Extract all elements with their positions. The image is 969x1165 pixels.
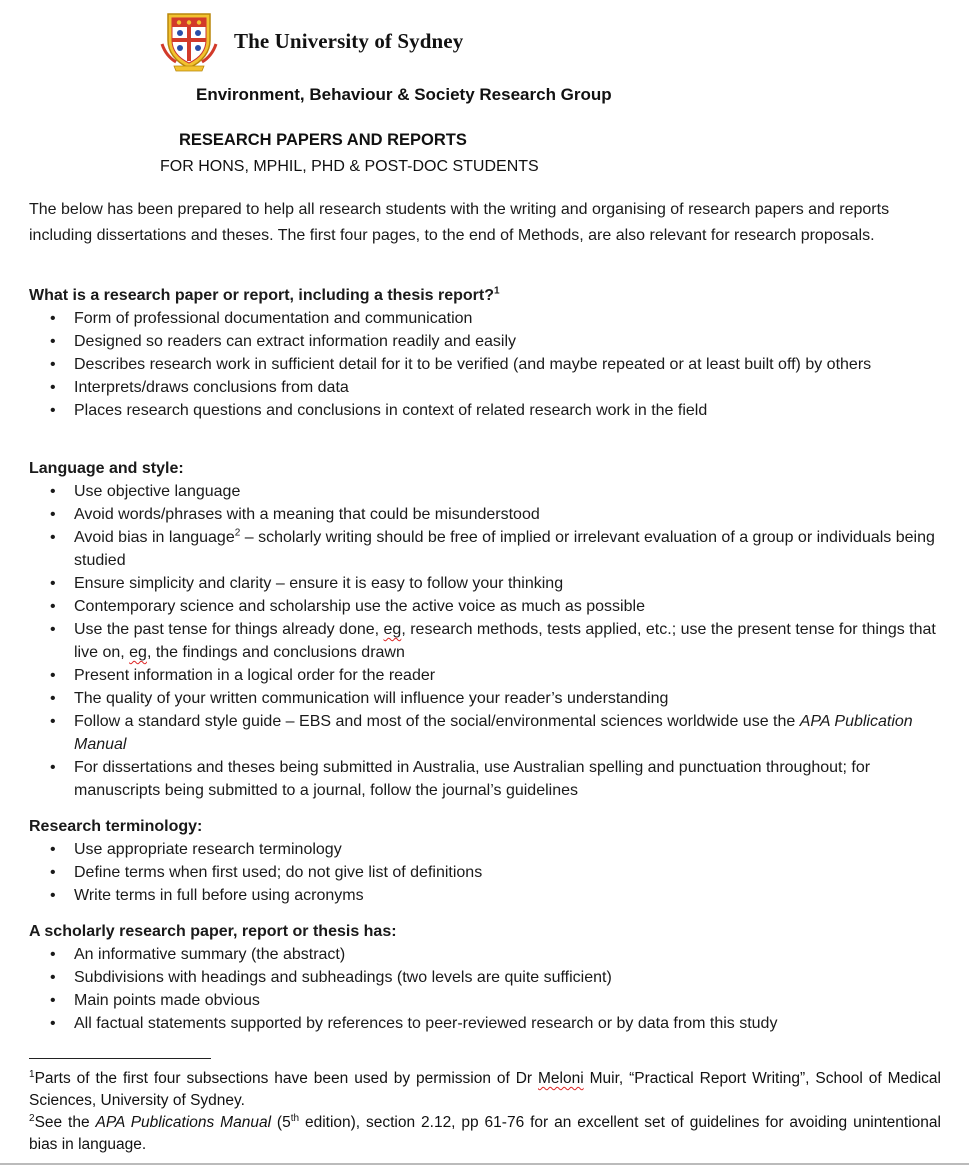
- bullet-list: [29, 307, 941, 422]
- research-group-name: Environment, Behaviour & Society Research Group: [196, 85, 612, 104]
- document-subtitle: FOR HONS, MPHIL, PHD & POST-DOC STUDENTS: [160, 158, 539, 175]
- footnote-ref: 2: [234, 527, 241, 539]
- footnotes: [29, 1068, 941, 1156]
- list-item: • Avoid bias in language$^2$ – scholarly writing should be free of implied or irrelevant evaluation of a group or individuals being studied: [50, 527, 935, 569]
- bullet-icon: •: [50, 759, 56, 776]
- bullet-list: [29, 838, 941, 907]
- list-item: • Places research questions and conclusions in context of related research work in the field: [29, 399, 941, 422]
- list-item: • Use the past tense for things already done, eg, research methods, tests applied, etc.; use the present tense for things that live on, eg, the findings and conclusions drawn: [29, 618, 941, 664]
- bullet-list: [29, 480, 941, 802]
- bullet-icon: •: [50, 713, 56, 730]
- section-heading: Research terminology:: [29, 818, 203, 835]
- bullet-icon: •: [50, 598, 56, 615]
- bullet-icon: •: [50, 969, 56, 986]
- list-item: • Write terms in full before using acronyms: [29, 884, 941, 907]
- bullet-icon: •: [50, 1015, 56, 1032]
- list-item: • Avoid words/phrases with a meaning that could be misunderstood: [29, 503, 941, 526]
- bullet-icon: •: [50, 575, 56, 592]
- list-item: • An informative summary (the abstract): [29, 943, 941, 966]
- list-item: • Define terms when first used; do not give list of definitions: [29, 861, 941, 884]
- bullet-icon: •: [50, 667, 56, 684]
- section-what-is-research-paper: [29, 284, 941, 422]
- footnote-separator: [29, 1058, 211, 1059]
- section-heading: Language and style:: [29, 460, 184, 477]
- list-item: • Present information in a logical order for the reader: [29, 664, 941, 687]
- list-item: • Form of professional documentation and communication: [29, 307, 941, 330]
- bullet-icon: •: [50, 992, 56, 1009]
- list-item: • For dissertations and theses being submitted in Australia, use Australian spelling and punctuation throughout; for manuscripts being submitted to a journal, follow the journal’s guidelines: [29, 756, 941, 802]
- bullet-icon: •: [50, 356, 56, 373]
- section-scholarly-paper: [29, 920, 941, 1035]
- list-item: • The quality of your written communication will influence your reader’s understanding: [29, 687, 941, 710]
- list-item: • Describes research work in sufficient detail for it to be verified (and maybe repeated or at least built off) by others: [29, 353, 941, 376]
- bullet-icon: •: [50, 841, 56, 858]
- spellcheck-word: eg: [129, 644, 147, 661]
- list-item: • Use objective language: [29, 480, 941, 503]
- bullet-icon: •: [50, 887, 56, 904]
- footnote-ref: 1: [494, 285, 500, 297]
- bullet-icon: •: [50, 483, 56, 500]
- list-item: • Contemporary science and scholarship use the active voice as much as possible: [29, 595, 941, 618]
- bullet-icon: •: [50, 402, 56, 419]
- bullet-icon: •: [50, 379, 56, 396]
- intro-paragraph: The below has been prepared to help all research students with the writing and organising of research papers and reports including dissertations and theses. The first four pages, to the end of Methods, are also relevant for research proposals.: [29, 201, 890, 244]
- list-item: • All factual statements supported by references to peer-reviewed research or by data from this study: [29, 1012, 941, 1035]
- list-item: • Ensure simplicity and clarity – ensure it is easy to follow your thinking: [29, 572, 941, 595]
- list-item: • Use appropriate research terminology: [29, 838, 941, 861]
- bullet-list: [29, 943, 941, 1035]
- bullet-icon: •: [50, 529, 56, 546]
- spellcheck-word: eg: [383, 621, 402, 638]
- footnote-1: $^1$Parts of the first four subsections have been used by permission of Dr Meloni Muir, “Practical Report Writing”, School of Medical Sciences, University of Sydney.: [29, 1068, 941, 1109]
- list-item: • Main points made obvious: [29, 989, 941, 1012]
- bullet-icon: •: [50, 864, 56, 881]
- university-crest-icon: [158, 10, 220, 72]
- section-research-terminology: [29, 815, 941, 907]
- bullet-icon: •: [50, 621, 56, 638]
- list-item: • Subdivisions with headings and subheadings (two levels are quite sufficient): [29, 966, 941, 989]
- bullet-icon: •: [50, 333, 56, 350]
- list-item: • Designed so readers can extract information readily and easily: [29, 330, 941, 353]
- list-item: • Follow a standard style guide – EBS and most of the social/environmental sciences worldwide use the APA Publication Manual: [29, 710, 941, 756]
- section-language-and-style: [29, 457, 941, 802]
- spellcheck-word: Meloni: [538, 1070, 584, 1087]
- section-heading: A scholarly research paper, report or thesis has:: [29, 923, 397, 940]
- apa-manual-title: APA Publication Manual: [74, 713, 913, 753]
- footnote-2: $^2$See the APA Publications Manual (5th edition), section 2.12, pp 61-76 for an excellent set of guidelines for avoiding unintentional bias in language.: [29, 1112, 941, 1153]
- university-header: [158, 10, 463, 72]
- university-name: The University of Sydney: [234, 28, 464, 53]
- bullet-icon: •: [50, 946, 56, 963]
- bullet-icon: •: [50, 506, 56, 523]
- list-item: • Interprets/draws conclusions from data: [29, 376, 941, 399]
- bullet-icon: •: [50, 310, 56, 327]
- bullet-icon: •: [50, 690, 56, 707]
- document-title: RESEARCH PAPERS AND REPORTS: [179, 131, 467, 149]
- section-heading: What is a research paper or report, including a thesis report?$^1$: [29, 285, 500, 304]
